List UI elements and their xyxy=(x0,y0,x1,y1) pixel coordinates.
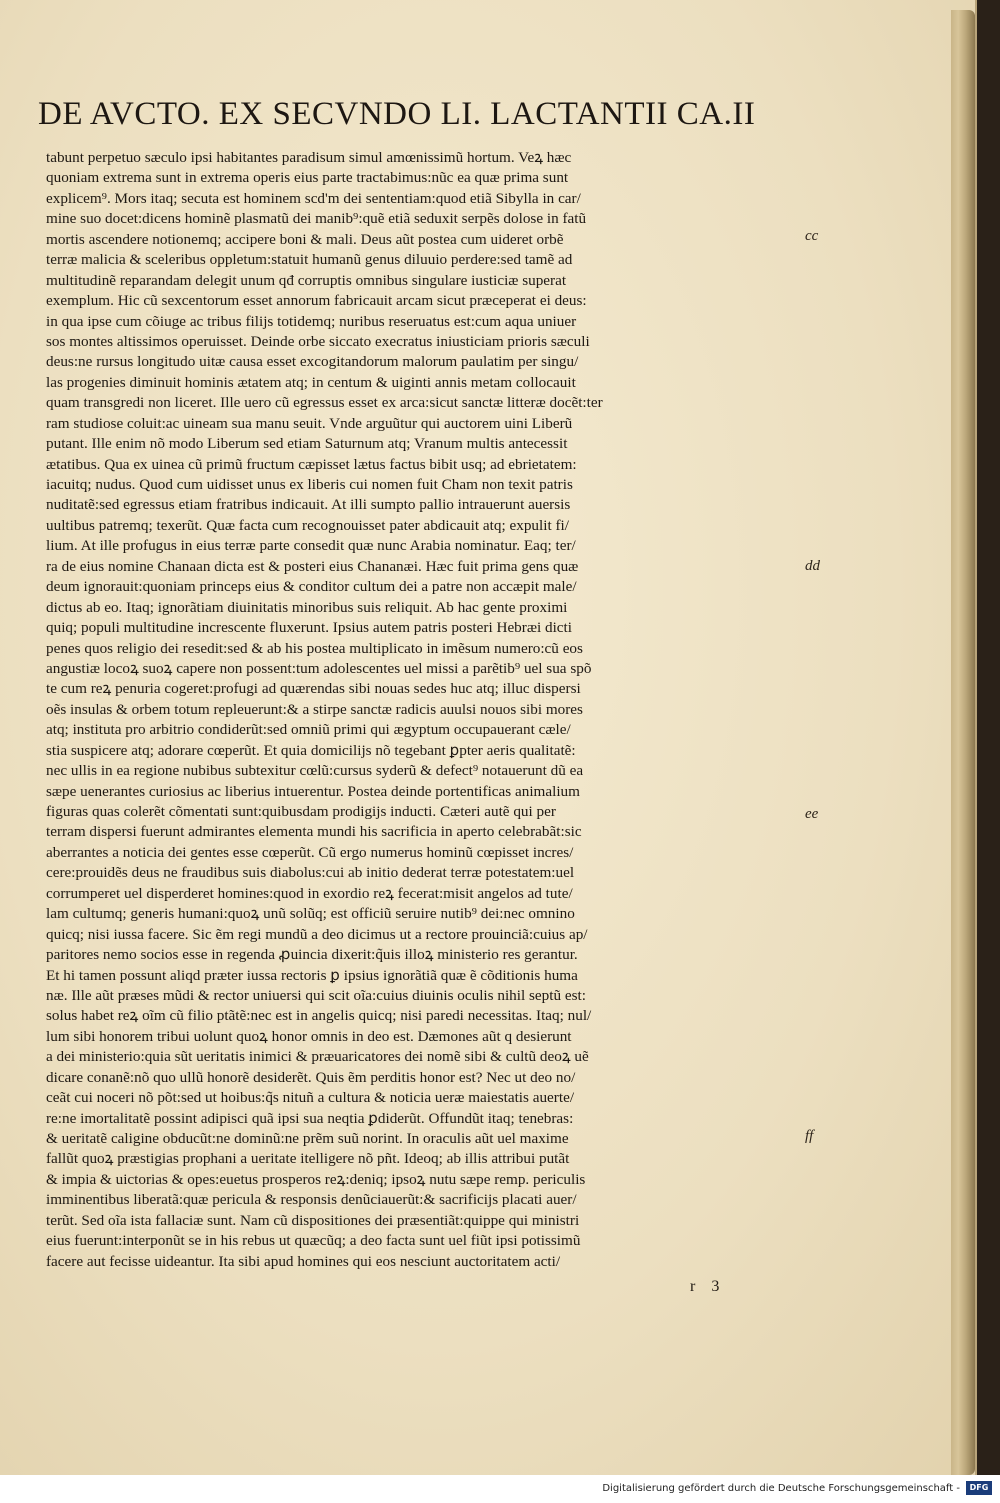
text-line: sæpe uenerantes curiosius ac liberius intuerentur. Postea deinde portentificas animalium xyxy=(46,782,580,800)
text-line: quam transgredi non liceret. Ille uero cũ egressus esset ex arca:sicut sanctæ litteræ docẽt:ter xyxy=(46,394,603,412)
page-edge xyxy=(951,10,975,1475)
text-line: & impia & uictorias & opes:euetus prosperos reꝝ:deniq; ipsoꝝ nutu sæpe remp. periculis xyxy=(46,1170,586,1188)
text-line: lium. At ille profugus in eius terræ parte consedit quæ nunc Arabia nominatur. Eaq; ter/ xyxy=(46,537,576,555)
text-line: Et hi tamen possunt aliqd præter iussa rectoris ꝑ ipsius ignorãtiã quæ ẽ cõditionis huma xyxy=(46,966,578,984)
text-line: corrumperet uel disperderet homines:quod in exordio reꝝ fecerat:misit angelos ad tute/ xyxy=(46,884,573,902)
text-line: sos montes altissimos operuisset. Deinde orbe siccato execratus iniusticiam prioris sæculi xyxy=(46,332,590,350)
text-line: figuras quas colerẽt cõmentati sunt:quibusdam prodigijs inducti. Cæteri autẽ qui per xyxy=(46,803,556,820)
text-line: nec ullis in ea regione nubibus subtexitur cœlũ:cursus syderũ & defect⁹ notauerunt dũ ea xyxy=(46,762,584,780)
text-line: nuditatẽ:sed egressus etiam fratribus indicauit. At illi sumpto pallio intrauerunt auersis xyxy=(46,496,571,514)
text-line: explicem⁹. Mors itaq; secuta est hominem scd'm dei sententiam:quod etiã Sibylla in car/ xyxy=(46,189,581,207)
text-line: a dei ministerio:quia sũt ueritatis inimici & præuaricatores dei nomẽ sibi & cultũ deoꝝ uẽ xyxy=(46,1048,589,1066)
text-line: aberrantes a noticia dei gentes esse cœperũt. Cũ ergo numerus hominũ cœpisset incres/ xyxy=(46,843,574,861)
text-line: stia suspicere atq; adorare cœperũt. Et quia domicilijs nõ tegebant ꝑpter aeris qualitatẽ: xyxy=(46,741,576,759)
footer-credit: Digitalisierung gefördert durch die Deutsche Forschungsgemeinschaft - xyxy=(602,1483,960,1494)
text-line: deus:ne rursus longitudo uitæ causa esset excogitandorum malorum paulatim per singu/ xyxy=(46,353,579,371)
text-line: mortis ascendere notionemq; accipere boni & mali. Deus aũt postea cum uideret orbẽ xyxy=(46,230,564,248)
running-header: DE AVCTO. EX SECVNDO LI. LACTANTII CA.II xyxy=(38,96,756,132)
text-line: in qua ipse cum cõiuge ac tribus filijs totidemq; nuribus reseruatus est:cum aqua uniuer xyxy=(46,312,577,330)
text-line: dictus ab eo. Itaq; ignorãtiam diuinitatis minoribus suis reliquit. Ab hac gente proximi xyxy=(46,598,568,616)
text-line: te cum reꝝ penuria cogeret:profugi ad quærendas sibi nouas sedes huc atq; illuc dispersi xyxy=(46,680,581,698)
signature-mark: r 3 xyxy=(690,1278,726,1295)
margin-mark-cc: cc xyxy=(805,228,819,244)
text-line: ceãt cui noceri nõ põt:sed ut hoibus:q̃s nituñ a cultura & noticia ueræ maiestatis auerte/ xyxy=(46,1089,575,1107)
text-line: angustiæ locoꝝ suoꝝ capere non possent:tum adolescentes uel missi a parẽtib⁹ uel sua spõ xyxy=(46,659,592,677)
text-line: facere aut fecisse uideantur. Ita sibi apud homines qui eos nesciunt auctoritatem acti/ xyxy=(46,1252,561,1270)
text-line: tabunt perpetuo sæculo ipsi habitantes paradisum simul amœnissimũ hortum. Veꝝ hæc xyxy=(46,149,572,166)
text-line: ram studiose coluit:ac uineam sua manu seuit. Vnde arguũtur qui auctorem uini Liberũ xyxy=(46,414,573,432)
text-line: putant. Ille enim nõ modo Liberum sed etiam Saturnum atq; Vranum multis antecessit xyxy=(46,435,568,453)
text-line: quicq; nisi iussa facere. Sic ẽm regi mundũ a deo dicimus ut a rectore prouinciã:cuius ap/ xyxy=(46,925,588,943)
text-line: oẽs insulas & orbem totum repleuerunt:& a stirpe sanctæ radicis auulsi nouos sibi mores xyxy=(46,700,583,718)
text-line: mine suo docet:dicens hominẽ plasmatũ dei manib⁹:quẽ etiã seduxit serpẽs dolose in fatũ xyxy=(46,210,587,228)
text-line: atq; instituta pro arbitrio condiderũt:sed omniũ primi qui ægyptum occupauerant cæle/ xyxy=(46,721,571,739)
text-line: næ. Ille aũt præses mũdi & rector uniuersi qui scit oĩa:cuius diuinis oculis nihil septũ est: xyxy=(46,986,586,1004)
text-line: exemplum. Hic cũ sexcentorum esset annorum fabricauit arcam sicut præceperat ei deus: xyxy=(46,292,587,310)
text-line: fallũt quoꝝ præstigias prophani a ueritate itelligere nõ pñt. Ideoq; ab illis attribui putãt xyxy=(46,1150,570,1168)
text-line: deum ignorauit:quoniam princeps eius & conditor cultum dei a patre non accæpit male/ xyxy=(46,578,577,596)
margin-mark-ff: ff xyxy=(805,1128,814,1144)
text-line: eius fuerunt:interponũt se in his rebus ut quæcũq; a deo facta sunt uel fiũt ipsi potissimũ xyxy=(46,1232,581,1250)
text-line: penes quos religio dei resedit:sed & ab his postea multiplicato in imẽsum numero:cũ eos xyxy=(46,639,583,657)
text-line: iacuitq; nudus. Quod cum uidisset unus ex liberis cui nomen fuit Cham non texit patris xyxy=(46,476,573,493)
text-line: & ueritatẽ caligine obducũt:ne dominũ:ne prẽm suũ norint. In oraculis aũt uel maxime xyxy=(46,1130,569,1147)
text-line: ra de eius nomine Chanaan dicta est & posteri eius Chananæi. Hæc fuit prima gens quæ xyxy=(46,557,579,575)
text-line: paritores nemo socios esse in regenda ꝓuincia dixerit:q̃uis illoꝝ ministerio res gerantur. xyxy=(46,946,578,964)
text-line: uultibus patremq; texerũt. Quæ facta cum recognouisset pater abdicauit atq; expulit fi/ xyxy=(46,516,569,534)
text-line: terũt. Sed oĩa ista fallaciæ sunt. Nam cũ dispositiones dei præsentiãt:quippe qui ministri xyxy=(46,1211,580,1229)
footer-bar xyxy=(0,1475,1000,1503)
body-text xyxy=(46,148,766,1272)
dfg-logo: DFG xyxy=(966,1481,992,1495)
margin-mark-ee: ee xyxy=(805,806,819,822)
text-line: quiq; populi multitudine increscente fluxerunt. Ipsius autem patris posteri Hebræi dicti xyxy=(46,619,572,637)
text-line: solus habet reꝝ oĩm cũ filio ptãtẽ:nec est in angelis quicq; nisi paredi necessitas. Itaq; nul/ xyxy=(46,1007,592,1025)
text-line: las progenies diminuit hominis ætatem atq; in centum & uiginti annis metam collocauit xyxy=(46,373,576,391)
text-line: re:ne imortalitatẽ possint adipisci quã ipsi sua neqtia ꝑdiderũt. Offundũt itaq; tenebras: xyxy=(46,1109,574,1127)
margin-mark-dd: dd xyxy=(805,558,820,574)
text-line: lam cultumq; generis humani:quoꝝ unũ solũq; est officiũ seruire nutib⁹ dei:nec omnino xyxy=(46,905,575,923)
text-line: multitudinẽ reparandam delegit unum qđ corruptis omnibus singulare iusticiæ superat xyxy=(46,271,567,289)
text-line: quoniam extrema sunt in extrema operis eius parte tractabimus:nũc ea quæ prima sunt xyxy=(46,169,569,187)
text-line: lum sibi honorem tribui uolunt quoꝝ honor omnis in deo est. Dæmones aũt q desierunt xyxy=(46,1027,572,1045)
text-line: imminentibus liberatã:quæ pericula & responsis denũciauerũt:& sacrificijs placati auer/ xyxy=(46,1191,577,1209)
text-line: dicare conanẽ:nõ quo ullũ honorẽ desiderẽt. Quis ẽm perditis honor est? Nec ut deo no/ xyxy=(46,1068,576,1086)
text-line: terræ malicia & sceleribus oppletum:statuit humanũ genus diluuio perdere:sed tamẽ ad xyxy=(46,251,573,269)
text-line: ætatibus. Qua ex uinea cũ primũ fructum cæpisset lætus factus bibit usq; ad ebrietatem: xyxy=(46,455,577,473)
text-line: terram dispersi fuerunt admirantes elementa mundi his sacrificia in aperto celebrabãt:sic xyxy=(46,823,582,841)
text-line: cere:prouidẽs deus ne fraudibus suis diabolus:cui ab initio dederat terræ potestatem:uel xyxy=(46,864,575,882)
